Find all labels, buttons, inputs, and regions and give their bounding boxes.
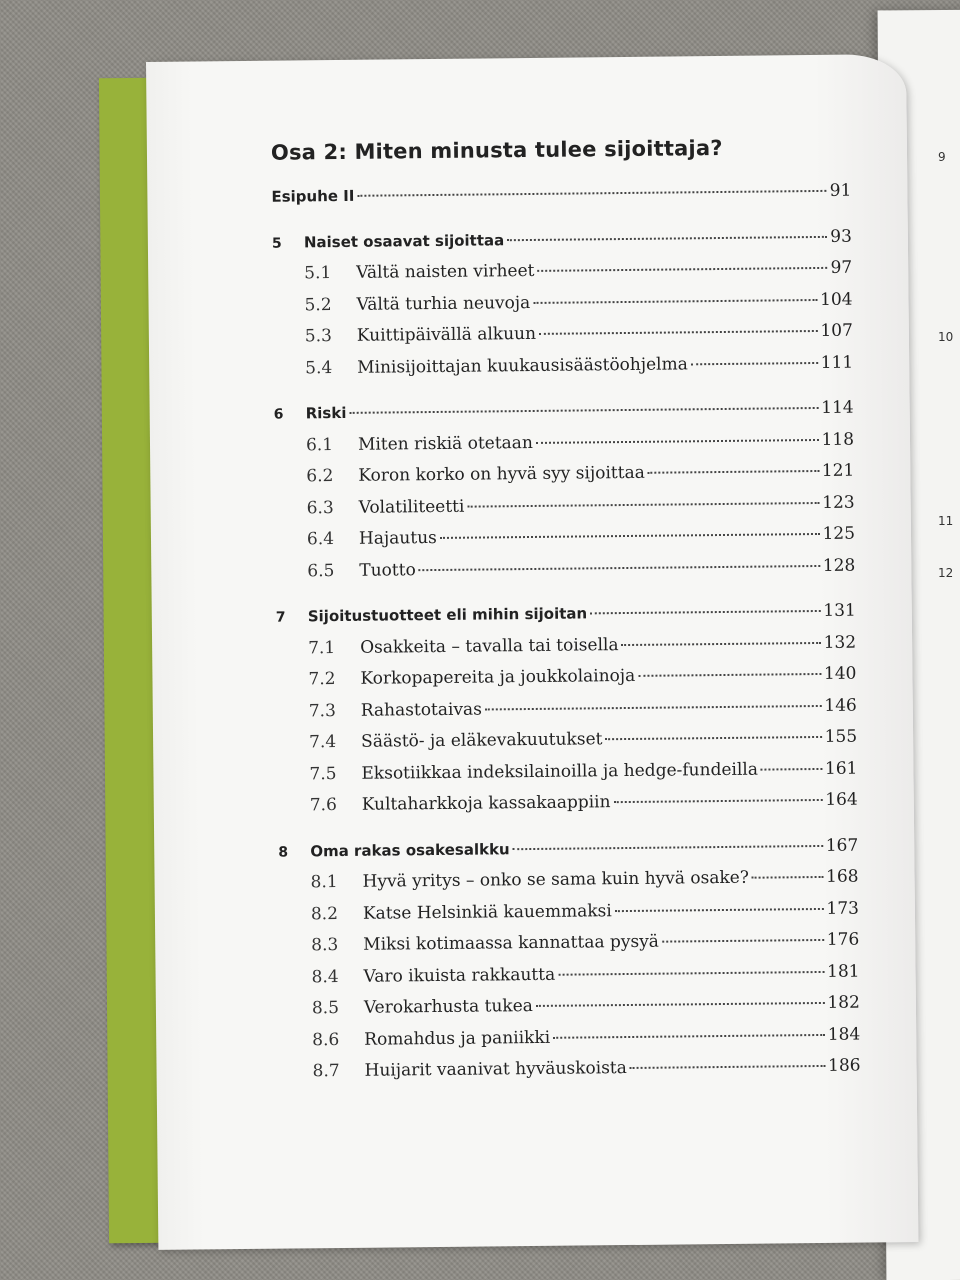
section-title: Säästö- ja eläkevakuutukset [361,729,603,752]
page-number: 123 [822,492,855,513]
leader-dots [539,330,817,335]
section-title: Rahastotaivas [360,699,482,721]
section-number: 6.2 [306,466,334,487]
page-number: 111 [820,352,854,373]
chapter-number: 7 [275,609,286,626]
leader-dots [513,844,823,849]
page-number: 140 [823,663,857,684]
page-number: 164 [825,789,858,810]
section-title: Miten riskiä otetaan [357,432,533,455]
section-number: 8.7 [312,1061,340,1082]
page-number: 128 [822,555,856,576]
section-number: 5.3 [304,326,333,347]
page-number: 93 [830,226,852,247]
fragment-number: 10 [938,330,954,344]
toc-section-row [280,1056,860,1094]
section-number: 6.1 [305,434,334,455]
leader-dots [638,673,821,677]
page-number: 114 [821,397,854,418]
section-number: 5.1 [304,263,332,284]
section-title: Kultaharkkoja kassakaappiin [361,792,611,815]
leader-dots [605,736,821,740]
section-number: 5.2 [304,294,332,315]
section-title: Kuittipäivällä alkuun [356,323,537,346]
section-title: Verokarhusta tukea [363,996,533,1018]
leader-dots [662,939,824,943]
section-title: Korkopapereita ja joukkolainoja [360,665,636,689]
page-number: 161 [824,758,858,779]
leader-dots [553,1033,825,1038]
section-number: 8.6 [312,1029,340,1050]
leader-dots [440,533,820,539]
section-number: 6.5 [307,560,335,581]
leader-dots [419,564,820,570]
leader-dots [485,704,821,710]
section-title: Vältä naisten virheet [356,260,535,283]
chapter-number: 5 [271,235,282,252]
page-number: 173 [826,898,860,919]
section-number: 8.3 [311,935,339,956]
section-title: Tuotto [359,559,416,581]
section-number: 8.4 [311,966,339,987]
page-number: 167 [825,835,859,856]
leader-dots [752,876,823,879]
facing-page-fragments [918,0,960,1280]
leader-dots [691,361,818,364]
section-title: Minisijoittajan kuukausisäästöohjelma [357,353,688,378]
chapter-number: 6 [273,406,284,423]
leader-dots [613,799,822,803]
part-title: Osa 2: Miten minusta tulee sijoittaja? [270,135,723,165]
fragment-number: 12 [938,566,954,580]
chapter-title: Oma rakas osakesalkku [310,839,510,860]
section-title: Katse Helsinkiä kauemmaksi [362,900,612,924]
book-page [146,54,918,1250]
section-number: 8.5 [311,998,340,1019]
chapter-title: Naiset osaavat sijoittaa [303,230,505,251]
section-title: Huijarit vaanivat hyväuskoista [364,1058,627,1081]
page-number: 176 [826,929,860,950]
section-title: Volatiliteetti [358,496,465,518]
page-number: 132 [823,632,857,653]
page-number: 104 [819,289,853,310]
page-number: 107 [820,320,853,341]
section-title: Koron korko on hyvä syy sijoittaa [358,462,645,486]
leader-dots [615,907,824,911]
section-number: 7.5 [309,763,337,784]
fragment-number: 9 [938,150,946,164]
page-number: 155 [824,726,858,747]
leader-dots [537,267,827,272]
leader-dots [558,970,824,975]
leader-dots [590,610,820,614]
leader-dots [761,767,822,770]
chapter-list [272,212,861,1093]
page-number: 186 [827,1055,861,1076]
chapter-title: Riski [305,403,347,423]
leader-dots [533,298,817,303]
preface-label: Esipuhe II [271,186,355,206]
leader-dots [630,1065,825,1069]
section-title: Eksotiikkaa indeksilainoilla ja hedge-fundeilla [361,759,759,784]
section-number: 7.3 [308,700,336,721]
section-title: Miksi kotimaassa kannattaa pysyä [363,931,660,955]
table-of-contents [271,135,861,1094]
leader-dots [648,470,819,474]
page-number: 181 [827,961,860,982]
leader-dots [536,438,819,443]
section-title: Hyvä yritys – onko se sama kuin hyvä osake? [362,867,750,892]
section-number: 7.6 [309,795,337,816]
page-number: 131 [823,600,856,621]
page-number: 91 [829,180,852,201]
page-number: 121 [821,460,855,481]
leader-dots [467,501,819,507]
chapter-number: 8 [278,844,289,861]
section-number: 7.2 [308,669,336,690]
chapter-title: Sijoitustuotteet eli mihin sijoitan [307,604,588,626]
page-number: 97 [830,257,853,278]
page-number: 182 [827,992,860,1013]
page-number: 118 [821,429,855,450]
page-number: 125 [822,523,856,544]
section-number: 8.1 [310,872,338,893]
section-number: 7.1 [308,637,336,658]
leader-dots [349,407,818,414]
section-number: 7.4 [309,732,337,753]
leader-dots [536,1002,825,1007]
leader-dots [622,641,821,645]
section-number: 6.4 [306,529,335,550]
leader-dots [357,190,826,197]
section-number: 5.4 [305,357,333,378]
section-title: Romahdus ja paniikki [364,1027,551,1050]
page-number: 146 [824,695,857,716]
section-title: Varo ikuista rakkautta [363,964,556,987]
page-number: 184 [827,1024,861,1045]
section-title: Osakkeita – tavalla tai toisella [360,634,619,658]
leader-dots [507,235,827,240]
section-number: 6.3 [306,497,334,518]
section-title: Vältä turhia neuvoja [356,292,531,315]
fragment-number: 11 [938,514,954,528]
section-title: Hajautus [358,527,437,549]
page-number: 168 [826,866,859,887]
section-number: 8.2 [310,903,339,924]
